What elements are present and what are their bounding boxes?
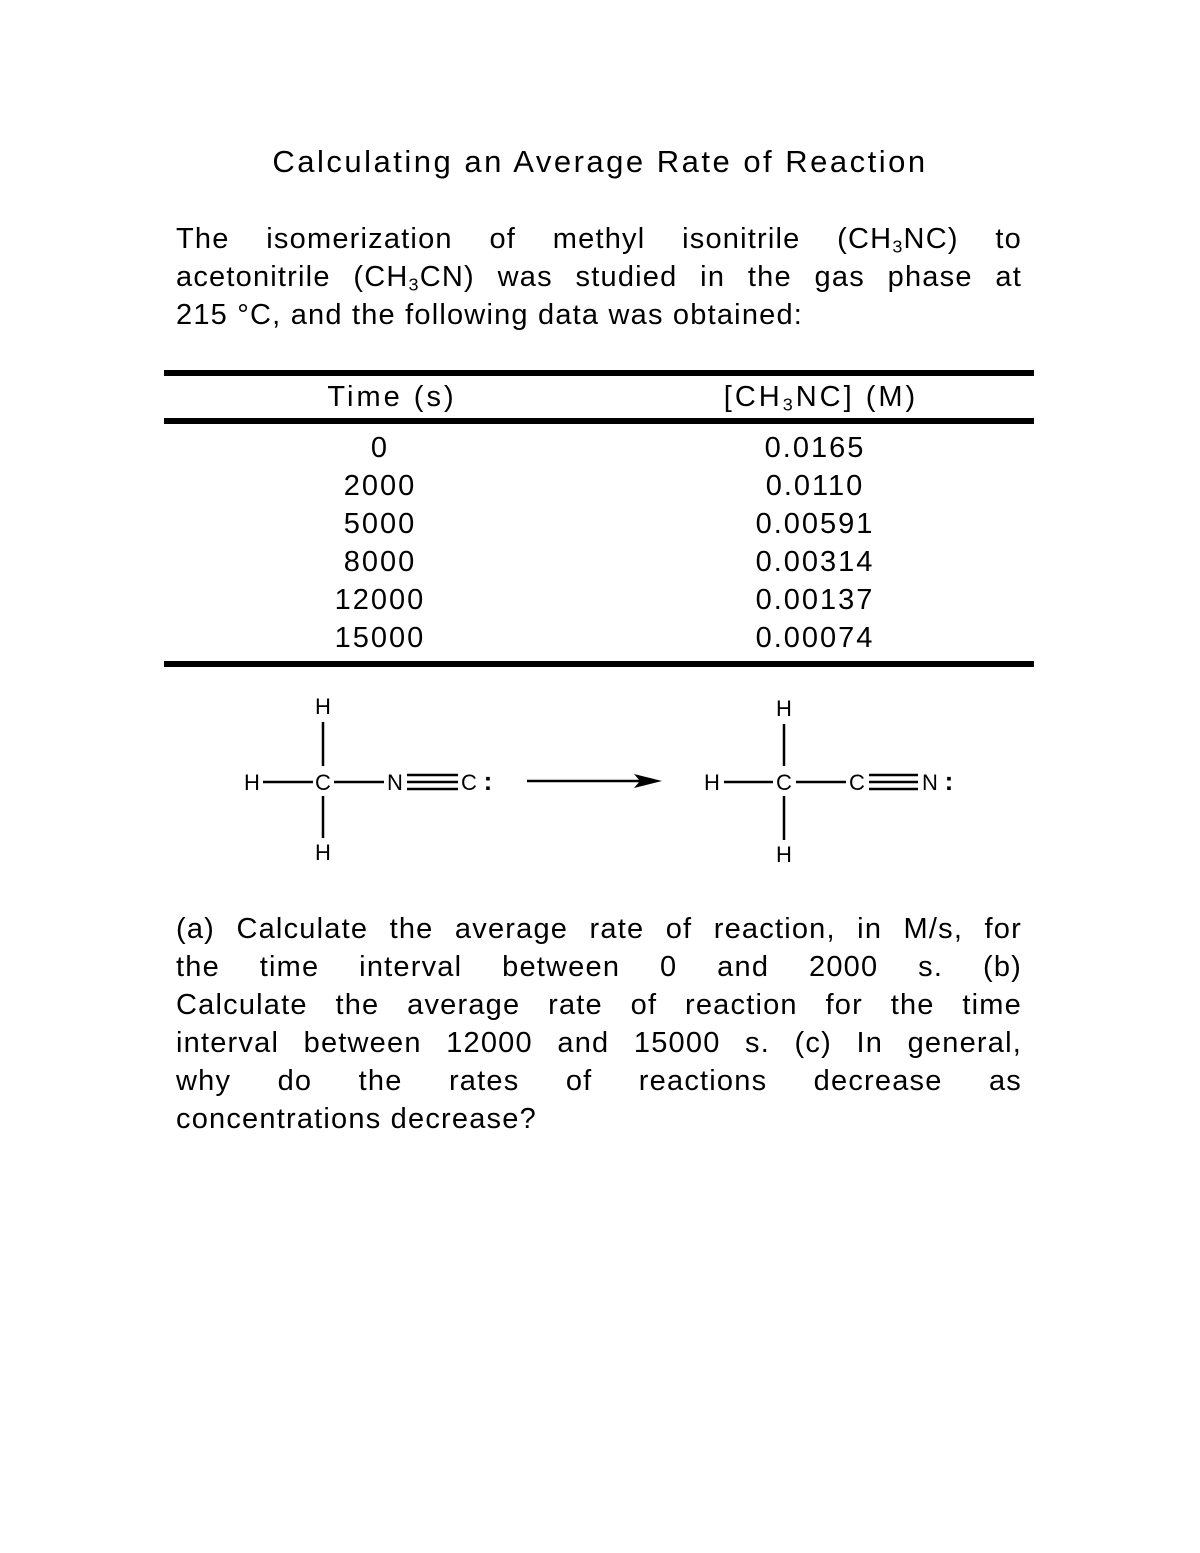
reactant-h-left: H: [244, 770, 260, 795]
product-nitrogen: N: [922, 770, 938, 795]
reactant-h-bottom: H: [315, 840, 331, 865]
intro-line-2: acetonitrile $(CH_3CN)$ was studied in the gas phase at: [176, 261, 1022, 295]
reaction-diagram: [0, 680, 1200, 880]
cell-time: 15000: [334, 621, 426, 654]
question-line-5: why do the rates of reactions decrease as: [176, 1065, 1022, 1097]
header-time: Time (s): [327, 380, 457, 413]
intro-line-1: The isomerization of methyl isonitrile $(CH_3NC)$ to: [176, 223, 1022, 257]
table-row: [164, 505, 1034, 543]
question-paragraph: [176, 910, 1022, 1138]
product-h-top: H: [776, 696, 792, 721]
reactant-h-top: H: [315, 694, 331, 719]
cell-conc: 0.00314: [755, 545, 875, 578]
table-row: [164, 543, 1034, 581]
cell-time: 0: [370, 431, 390, 464]
product-carbon-2: C: [849, 770, 865, 795]
cell-time: 2000: [343, 469, 417, 502]
cell-time: 12000: [334, 583, 426, 616]
question-line-2: the time interval between 0 and 2000 s. (b): [176, 951, 1022, 983]
question-line-4: interval between 12000 and 15000 s. (c) In general,: [176, 1027, 1022, 1059]
intro-paragraph: [176, 220, 1022, 334]
question-line-6: concentrations decrease?: [176, 1103, 537, 1135]
product-h-bottom: H: [776, 842, 792, 867]
product-h-left: H: [704, 770, 720, 795]
cell-conc: 0.0110: [765, 469, 865, 502]
cell-conc: 0.00137: [755, 583, 875, 616]
table-header: [164, 376, 1034, 424]
reactant-carbon: C: [315, 770, 331, 795]
reactant-lone-pair: :: [483, 766, 493, 796]
product-bonds: [724, 724, 918, 840]
reactant-terminal-carbon: C: [461, 770, 477, 795]
header-concentration: $[CH_3NC]$ (M): [723, 380, 919, 414]
reactant-structure: [244, 694, 492, 865]
cell-conc: 0.00074: [755, 621, 875, 654]
cell-conc: 0.0165: [764, 431, 866, 464]
page-title: Calculating an Average Rate of Reaction: [272, 144, 928, 179]
cell-conc: 0.00591: [755, 507, 875, 540]
cell-time: 8000: [343, 545, 417, 578]
table-row: [164, 619, 1034, 657]
reactant-nitrogen: N: [387, 770, 403, 795]
table-row: [164, 467, 1034, 505]
product-lone-pair: :: [944, 766, 954, 796]
table-row: [164, 581, 1034, 619]
reactant-bonds: [263, 722, 458, 838]
question-line-1: (a) Calculate the average rate of reaction, in M/s, for: [176, 913, 1022, 945]
product-carbon: C: [776, 770, 792, 795]
question-line-3: Calculate the average rate of reaction for the time: [176, 989, 1022, 1021]
cell-time: 5000: [343, 507, 417, 540]
table-row: [164, 429, 1034, 467]
intro-line-3: 215 °C, and the following data was obtained:: [176, 299, 804, 331]
reaction-arrow: [527, 774, 662, 788]
table-body: [164, 424, 1034, 661]
data-table: [164, 370, 1034, 667]
